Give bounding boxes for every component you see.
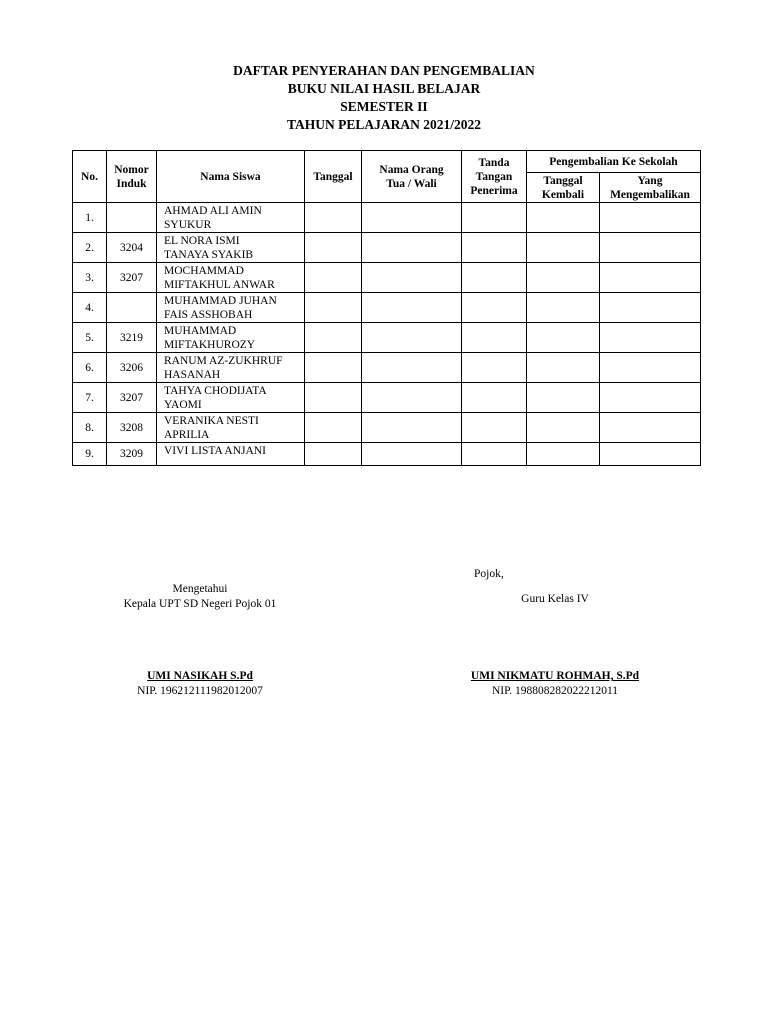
tanda-tangan-cell[interactable]: [462, 323, 527, 353]
principal-name: UMI NASIKAH S.Pd: [147, 670, 253, 682]
title-line-3: SEMESTER II: [340, 99, 428, 114]
nama-ortu-cell[interactable]: [362, 323, 462, 353]
row-number: 7.: [73, 383, 107, 413]
col-header-nama-siswa: Nama Siswa: [157, 151, 305, 203]
table-row: [73, 443, 701, 466]
table-row: [73, 293, 701, 323]
student-name-cell: VERANIKA NESTI APRILIA: [157, 413, 305, 443]
principal-nip: NIP. 196212111982012007: [137, 685, 263, 697]
row-number: 6.: [73, 353, 107, 383]
tanggal-kembali-cell[interactable]: [527, 383, 600, 413]
nama-ortu-cell[interactable]: [362, 203, 462, 233]
student-name-cell: RANUM AZ-ZUKHRUF HASANAH: [157, 353, 305, 383]
table-row: [73, 413, 701, 443]
table-row: [73, 383, 701, 413]
tanda-tangan-cell[interactable]: [462, 263, 527, 293]
tanda-tangan-cell[interactable]: [462, 233, 527, 263]
col-header-pengembalian: Pengembalian Ke Sekolah: [527, 151, 701, 173]
tanda-tangan-cell[interactable]: [462, 413, 527, 443]
tanggal-kembali-cell[interactable]: [527, 293, 600, 323]
nama-ortu-cell[interactable]: [362, 233, 462, 263]
table-header-row: [73, 151, 701, 173]
yang-mengembalikan-cell[interactable]: [600, 293, 701, 323]
student-name-cell: AHMAD ALI AMIN SYUKUR: [157, 203, 305, 233]
tanggal-cell[interactable]: [305, 443, 362, 466]
tanda-tangan-cell[interactable]: [462, 203, 527, 233]
nomor-induk-cell: 3208: [107, 413, 157, 443]
tanggal-kembali-cell[interactable]: [527, 233, 600, 263]
col-header-yang-mengembalikan: Yang Mengembalikan: [600, 173, 701, 203]
yang-mengembalikan-cell[interactable]: [600, 413, 701, 443]
col-header-tanggal-kembali: Tanggal Kembali: [527, 173, 600, 203]
nomor-induk-cell: 3219: [107, 323, 157, 353]
tanggal-cell[interactable]: [305, 413, 362, 443]
tanda-tangan-cell[interactable]: [462, 383, 527, 413]
student-name-cell: TAHYA CHODIJATA YAOMI: [157, 383, 305, 413]
title-line-2: BUKU NILAI HASIL BELAJAR: [287, 81, 481, 96]
tanggal-cell[interactable]: [305, 203, 362, 233]
tanggal-kembali-cell[interactable]: [527, 323, 600, 353]
tanggal-kembali-cell[interactable]: [527, 443, 600, 466]
student-name-cell: VIVI LISTA ANJANI: [157, 443, 305, 466]
principal-label-1: Mengetahui: [172, 583, 228, 595]
col-header-tanggal: Tanggal: [305, 151, 362, 203]
col-header-nama-ortu: Nama Orang Tua / Wali: [362, 151, 462, 203]
table-row: [73, 323, 701, 353]
nomor-induk-cell: 3207: [107, 383, 157, 413]
yang-mengembalikan-cell[interactable]: [600, 323, 701, 353]
student-name-cell: MUHAMMAD MIFTAKHUROZY: [157, 323, 305, 353]
nama-ortu-cell[interactable]: [362, 293, 462, 323]
table-row: [73, 353, 701, 383]
yang-mengembalikan-cell[interactable]: [600, 203, 701, 233]
tanggal-kembali-cell[interactable]: [527, 203, 600, 233]
nomor-induk-cell: [107, 203, 157, 233]
nomor-induk-cell: 3204: [107, 233, 157, 263]
row-number: 9.: [73, 443, 107, 466]
tanda-tangan-cell[interactable]: [462, 293, 527, 323]
nama-ortu-cell[interactable]: [362, 413, 462, 443]
teacher-nip: NIP. 198808282022212011: [491, 685, 619, 697]
yang-mengembalikan-cell[interactable]: [600, 233, 701, 263]
tanggal-kembali-cell[interactable]: [527, 413, 600, 443]
col-header-no: No.: [73, 151, 107, 203]
nama-ortu-cell[interactable]: [362, 263, 462, 293]
tanda-tangan-cell[interactable]: [462, 353, 527, 383]
yang-mengembalikan-cell[interactable]: [600, 353, 701, 383]
tanggal-kembali-cell[interactable]: [527, 263, 600, 293]
nomor-induk-cell: 3206: [107, 353, 157, 383]
tanggal-kembali-cell[interactable]: [527, 353, 600, 383]
tanggal-cell[interactable]: [305, 383, 362, 413]
row-number: 4.: [73, 293, 107, 323]
yang-mengembalikan-cell[interactable]: [600, 443, 701, 466]
row-number: 5.: [73, 323, 107, 353]
tanggal-cell[interactable]: [305, 293, 362, 323]
teacher-name: UMI NIKMATU ROHMAH, S.Pd: [470, 670, 640, 682]
col-header-tanda-tangan: Tanda Tangan Penerima: [462, 151, 527, 203]
principal-signature-block: [100, 582, 300, 612]
row-number: 1.: [73, 203, 107, 233]
principal-name-block: [100, 669, 300, 699]
title-line-4: TAHUN PELAJARAN 2021/2022: [286, 117, 481, 132]
row-number: 8.: [73, 413, 107, 443]
place-label: Pojok,: [474, 568, 504, 580]
yang-mengembalikan-cell[interactable]: [600, 263, 701, 293]
tanggal-cell[interactable]: [305, 263, 362, 293]
tanggal-cell[interactable]: [305, 353, 362, 383]
nama-ortu-cell[interactable]: [362, 443, 462, 466]
nomor-induk-cell: 3207: [107, 263, 157, 293]
row-number: 2.: [73, 233, 107, 263]
yang-mengembalikan-cell[interactable]: [600, 383, 701, 413]
teacher-label: Guru Kelas IV: [521, 593, 589, 605]
principal-label-2: Kepala UPT SD Negeri Pojok 01: [123, 598, 277, 610]
student-name-cell: EL NORA ISMI TANAYA SYAKIB: [157, 233, 305, 263]
row-number: 3.: [73, 263, 107, 293]
title-line-1: DAFTAR PENYERAHAN DAN PENGEMBALIAN: [233, 63, 535, 78]
nomor-induk-cell: 3209: [107, 443, 157, 466]
nama-ortu-cell[interactable]: [362, 383, 462, 413]
table-row: [73, 203, 701, 233]
student-name-cell: MUHAMMAD JUHAN FAIS ASSHOBAH: [157, 293, 305, 323]
teacher-name-block: [445, 669, 665, 699]
table-row: [73, 263, 701, 293]
student-name-cell: MOCHAMMAD MIFTAKHUL ANWAR: [157, 263, 305, 293]
tanggal-cell[interactable]: [305, 233, 362, 263]
nama-ortu-cell[interactable]: [362, 353, 462, 383]
nomor-induk-cell: [107, 293, 157, 323]
table-row: [73, 233, 701, 263]
col-header-nomor-induk: Nomor Induk: [107, 151, 157, 203]
tanggal-cell[interactable]: [305, 323, 362, 353]
tanda-tangan-cell[interactable]: [462, 443, 527, 466]
document-title: [0, 62, 768, 134]
student-book-table: [72, 150, 701, 466]
